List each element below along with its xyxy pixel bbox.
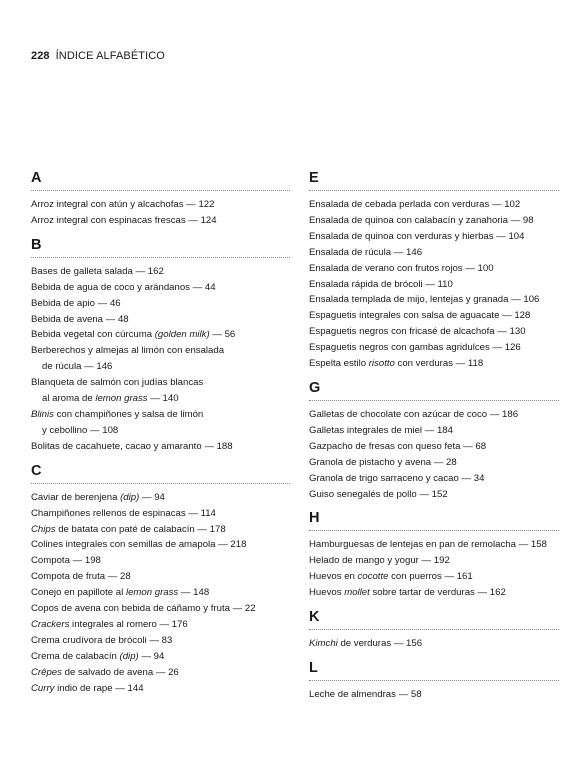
index-entry: Crackers integrales al romero — 176 bbox=[31, 618, 188, 630]
index-section-b bbox=[31, 237, 290, 455]
index-entry: Huevos en cocotte con puerros — 161 bbox=[309, 571, 473, 583]
index-entry: Kimchi de verduras — 156 bbox=[309, 638, 423, 650]
index-section-e bbox=[309, 170, 559, 372]
index-entry: Ensalada templada de mijo, lentejas y granada — 106 bbox=[309, 294, 540, 306]
index-entry: Ensalada de verano con frutos rojos — 100 bbox=[309, 262, 494, 274]
index-column-right bbox=[309, 170, 559, 711]
index-entry: Helado de mango y yogur — 192 bbox=[309, 555, 450, 567]
index-entry: Hamburguesas de lentejas en pan de remolacha — 158 bbox=[309, 539, 547, 551]
index-entry: Arroz integral con espinacas frescas — 124 bbox=[31, 214, 217, 226]
index-entry: Bebida de apio — 46 bbox=[31, 297, 121, 309]
section-letter: E bbox=[309, 170, 559, 191]
index-entry: Ensalada de cebada perlada con verduras — 102 bbox=[309, 199, 521, 210]
index-entry: Espelta estilo risotto con verduras — 118 bbox=[309, 358, 484, 370]
index-entry: Compota — 198 bbox=[31, 555, 101, 567]
index-section-l bbox=[309, 660, 559, 703]
index-entry: Crema de calabacín (dip) — 94 bbox=[31, 650, 165, 662]
section-letter: K bbox=[309, 609, 559, 630]
index-entry: Champiñones rellenos de espinacas — 114 bbox=[31, 507, 216, 519]
index-section-k bbox=[309, 609, 559, 652]
index-entry: y cebollino — 108 bbox=[42, 424, 119, 436]
index-entry: Crema crudívora de brócoli — 83 bbox=[31, 634, 173, 646]
index-entry: Curry indio de rape — 144 bbox=[31, 682, 144, 694]
section-letter: L bbox=[309, 660, 559, 681]
index-entry: Conejo en papillote al lemon grass — 148 bbox=[31, 587, 210, 599]
index-entry: Arroz integral con atún y alcachofas — 122 bbox=[31, 199, 215, 210]
index-entry: Ensalada de quinoa con verduras y hierbas — 104 bbox=[309, 230, 525, 242]
index-entry: Granola de trigo sarraceno y cacao — 34 bbox=[309, 472, 485, 484]
index-entry: de rúcula — 146 bbox=[42, 361, 113, 373]
index-section-a bbox=[31, 170, 290, 229]
index-entry: Chips de batata con paté de calabacín — 178 bbox=[31, 523, 226, 535]
index-entry: Bolitas de cacahuete, cacao y amaranto — 188 bbox=[31, 440, 233, 452]
index-entry: Bebida vegetal con cúrcuma (golden milk) — 56 bbox=[31, 329, 236, 341]
section-letter: G bbox=[309, 380, 559, 401]
index-entry: Espaguetis integrales con salsa de aguacate — 128 bbox=[309, 310, 531, 322]
index-entry: Ensalada de rúcula — 146 bbox=[309, 246, 423, 258]
index-column-left bbox=[31, 170, 290, 704]
index-entry: Ensalada de quinoa con calabacín y zanahoria — 98 bbox=[309, 214, 534, 226]
section-letter: A bbox=[31, 170, 290, 191]
index-entry: Colines integrales con semillas de amapola — 218 bbox=[31, 539, 247, 551]
index-entry: Compota de fruta — 28 bbox=[31, 571, 131, 583]
index-section-h bbox=[309, 510, 559, 601]
index-entry: Bebida de agua de coco y arándanos — 44 bbox=[31, 281, 216, 293]
section-letter: H bbox=[309, 510, 559, 531]
index-entry: Ensalada rápida de brócoli — 110 bbox=[309, 278, 453, 290]
index-entry: Espaguetis negros con gambas agridulces — 126 bbox=[309, 342, 521, 354]
index-entry: Huevos mollet sobre tartar de verduras — 162 bbox=[309, 587, 506, 599]
index-entry: Berberechos y almejas al limón con ensalada bbox=[31, 345, 225, 357]
index-entry: al aroma de lemon grass — 140 bbox=[42, 393, 179, 405]
index-entry: Galletas de chocolate con azúcar de coco — 186 bbox=[309, 408, 519, 420]
index-entry: Blanqueta de salmón con judías blancas bbox=[31, 377, 204, 389]
page-title: ÍNDICE ALFABÉTICO bbox=[55, 50, 165, 62]
index-section-g bbox=[309, 380, 559, 502]
index-entry: Bebida de avena — 48 bbox=[31, 313, 129, 325]
page-header bbox=[31, 50, 165, 62]
page-number: 228 bbox=[31, 50, 50, 62]
index-entry: Galletas integrales de miel — 184 bbox=[309, 424, 453, 436]
index-entry: Guiso senegalés de pollo — 152 bbox=[309, 488, 448, 500]
index-entry: Crêpes de salvado de avena — 26 bbox=[31, 666, 179, 678]
section-letter: C bbox=[31, 463, 290, 484]
index-entry: Copos de avena con bebida de cáñamo y fruta — 22 bbox=[31, 603, 256, 615]
index-entry: Gazpacho de fresas con queso feta — 68 bbox=[309, 440, 487, 452]
index-entry: Blinis con champiñones y salsa de limón bbox=[31, 408, 204, 420]
index-section-c bbox=[31, 463, 290, 697]
index-entry: Caviar de berenjena (dip) — 94 bbox=[31, 491, 165, 503]
index-entry: Granola de pistacho y avena — 28 bbox=[309, 456, 457, 468]
section-letter: B bbox=[31, 237, 290, 258]
index-entry: Leche de almendras — 58 bbox=[309, 688, 422, 700]
index-entry: Espaguetis negros con fricasé de alcachofa — 130 bbox=[309, 326, 526, 338]
index-entry: Bases de galleta salada — 162 bbox=[31, 265, 164, 277]
